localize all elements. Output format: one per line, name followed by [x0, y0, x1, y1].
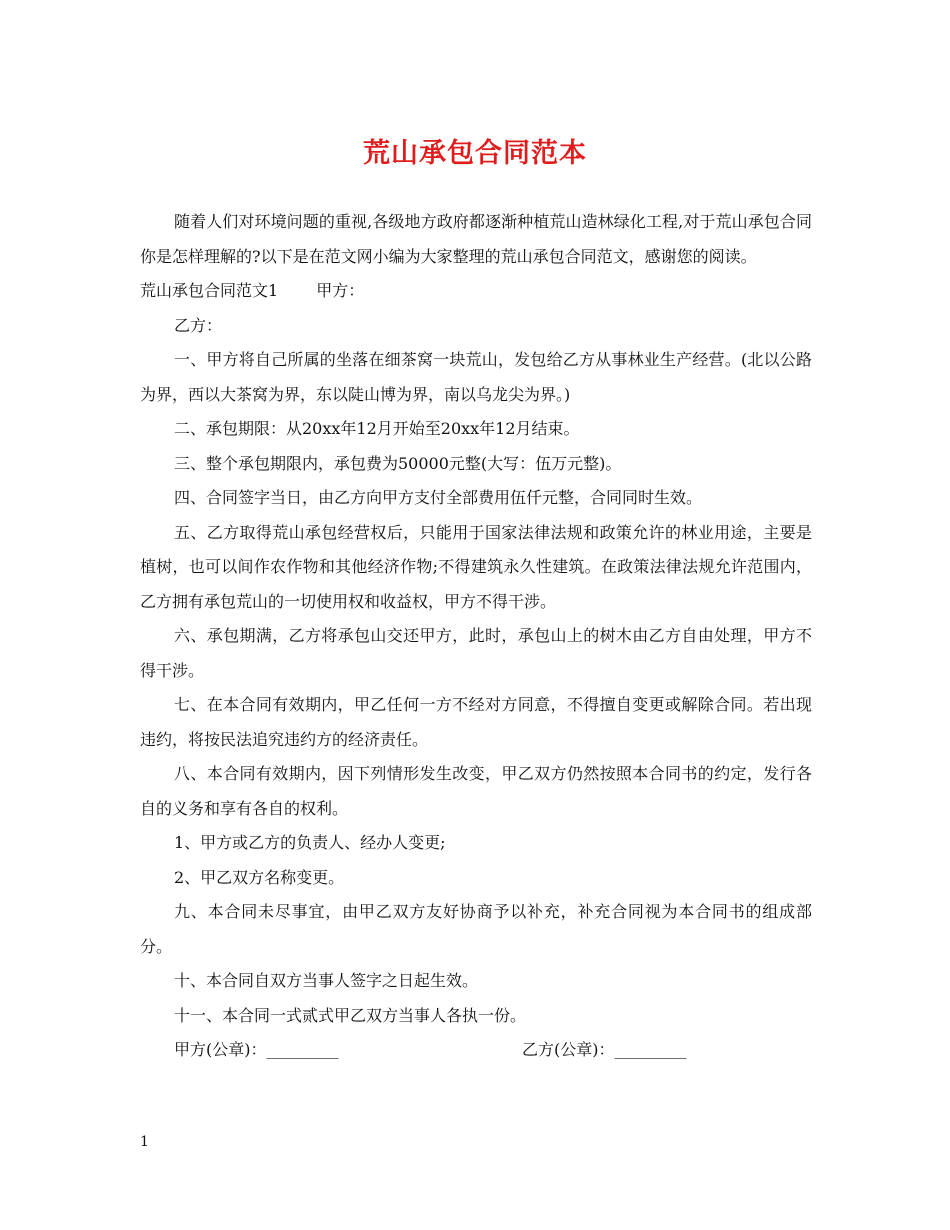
signature-block	[140, 1033, 812, 1068]
clause-8-item-2: 2、甲乙双方名称变更。	[174, 867, 345, 887]
party-a-signature: 甲方(公章)：_________	[174, 1040, 339, 1059]
clause-8: 八、本合同有效期内，因下列情形发生改变，甲乙双方仍然按照本合同书的约定，发行各自的义务和享有各自的权利。	[140, 764, 812, 818]
party-a-label: 甲方：	[316, 281, 365, 300]
document-body	[140, 205, 812, 1068]
sample-heading: 荒山承包合同范文1	[140, 281, 279, 300]
party-b-label: 乙方：	[174, 315, 223, 335]
clause-11: 十一、本合同一式贰式甲乙双方当事人各执一份。	[174, 1005, 527, 1025]
sample-heading-line	[140, 274, 812, 309]
clause-10: 十、本合同自双方当事人签字之日起生效。	[174, 971, 479, 990]
clause-8-item-1: 1、甲方或乙方的负责人、经办人变更;	[174, 833, 446, 852]
clause-2: 二、承包期限：从20xx年12月开始至20xx年12月结束。	[174, 419, 580, 438]
clause-9: 九、本合同未尽事宜，由甲乙双方友好协商予以补充，补充合同视为本合同书的组成部分。	[140, 902, 812, 956]
clause-4: 四、合同签字当日，由乙方向甲方支付全部费用伍仟元整，合同同时生效。	[174, 488, 703, 507]
page-number: 1	[140, 1134, 149, 1150]
party-b-signature: 乙方(公章)：_________	[522, 1040, 687, 1059]
clause-7: 七、在本合同有效期内，甲乙任何一方不经对方同意，不得擅自变更或解除合同。若出现违约，将按民法追究违约方的经济责任。	[140, 695, 812, 749]
clause-3: 三、整个承包期限内，承包费为50000元整(大写：伍万元整)。	[174, 453, 622, 473]
document-title: 荒山承包合同范本	[363, 138, 587, 169]
intro-paragraph: 随着人们对环境问题的重视,各级地方政府都逐渐种植荒山造林绿化工程,对于荒山承包合同你是怎样理解的?以下是在范文网小编为大家整理的荒山承包合同范文，感谢您的阅读。	[140, 212, 812, 266]
clause-5: 五、乙方取得荒山承包经营权后，只能用于国家法律法规和政策允许的林业用途，主要是植树，也可以间作农作物和其他经济作物;不得建筑永久性建筑。在政策法律法规允许范围内，乙方拥有承包荒山的一切使用权和收益权，甲方不得干涉。	[140, 522, 812, 611]
clause-1: 一、甲方将自己所属的坐落在细茶窝一块荒山，发包给乙方从事林业生产经营。(北以公路为界，西以大茶窝为界，东以陡山博为界，南以乌龙尖为界。)	[140, 350, 812, 404]
clause-6: 六、承包期满，乙方将承包山交还甲方，此时，承包山上的树木由乙方自由处理，甲方不得干涉。	[140, 626, 812, 680]
